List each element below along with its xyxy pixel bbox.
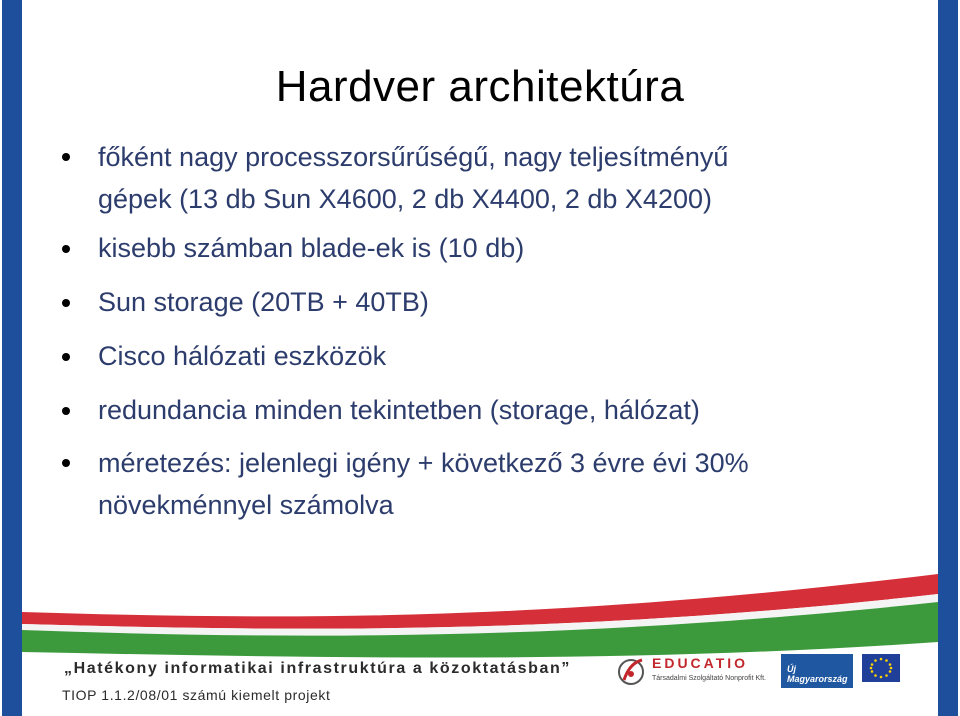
- educatio-emblem-icon: [614, 652, 648, 692]
- bullet-line: Sun storage (20TB + 40TB): [98, 287, 429, 317]
- educatio-logo: [614, 652, 774, 692]
- bullet-line: kisebb számban blade-ek is (10 db): [98, 233, 525, 263]
- bullet-dot-icon: [62, 353, 70, 361]
- bullet-line: Cisco hálózati eszközök: [98, 341, 387, 371]
- bullet-item: [62, 442, 922, 526]
- bullet-item: [62, 280, 922, 324]
- slide-title: Hardver architektúra: [275, 62, 685, 111]
- bullet-line: főként nagy processzorsűrűségű, nagy teljesítményű: [98, 142, 729, 172]
- bullet-line: méretezés: jelenlegi igény + következő 3 évre évi 30%: [98, 448, 749, 478]
- educatio-subtitle: Társadalmi Szolgáltató Nonprofit Kft.: [652, 675, 766, 682]
- bullet-list: [62, 136, 922, 532]
- eu-flag-icon: [862, 654, 900, 682]
- bullet-line: növekménnyel számolva: [98, 490, 394, 520]
- bullet-item: [62, 334, 922, 378]
- uj-magyarorszag-logo: Új Magyarország: [781, 654, 853, 688]
- bullet-item: [62, 226, 922, 270]
- bullet-dot-icon: [62, 299, 70, 307]
- project-title: „Hatékony informatikai infrastruktúra a közoktatásban”: [64, 660, 571, 677]
- bullet-dot-icon: [62, 245, 70, 253]
- bullet-line: gépek (13 db Sun X4600, 2 db X4400, 2 db X4200): [98, 184, 712, 214]
- educatio-name: EDUCATIO: [652, 655, 749, 671]
- bullet-dot-icon: [62, 407, 70, 415]
- bullet-dot-icon: [62, 459, 70, 467]
- bullet-item: [62, 388, 922, 432]
- bullet-line: redundancia minden tekintetben (storage, hálózat): [98, 395, 700, 425]
- bullet-item: [62, 136, 922, 220]
- project-id: TIOP 1.1.2/08/01 számú kiemelt projekt: [62, 687, 331, 703]
- bullet-dot-icon: [62, 153, 70, 161]
